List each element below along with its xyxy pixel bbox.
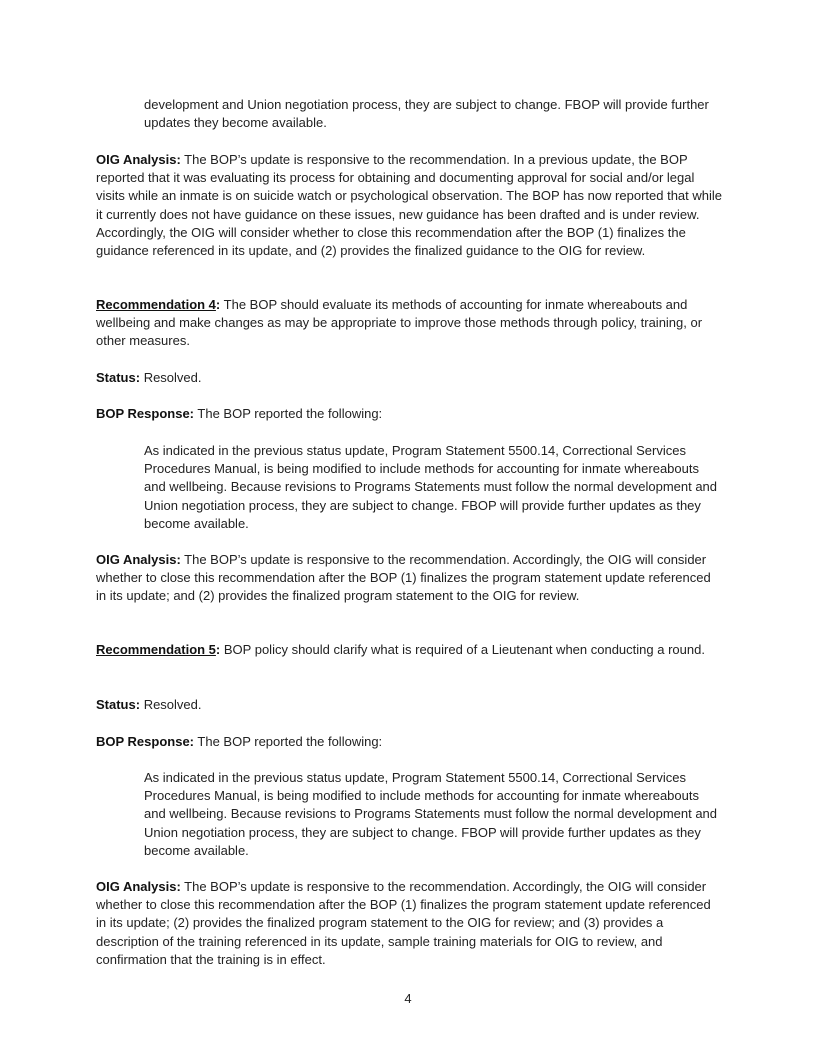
recommendation-5-colon: : <box>215 642 221 657</box>
status-5-label: Status: <box>96 697 141 712</box>
status-5-text: Resolved. <box>143 697 202 712</box>
recommendation-4-text: The BOP should evaluate its methods of accounting for inmate whereabouts and wellbeing and make changes as may be appropriate to improve those methods through policy, training, or other measures. <box>96 297 703 349</box>
recommendation-5-paragraph <box>96 641 722 659</box>
bop-response-5-quote-text: As indicated in the previous status update, Program Statement 5500.14, Correctional Services Procedures Manual, is being modified to include methods for accounting for inmate whereabouts and wellbeing. Because revisions to Programs Statements must follow the normal development and Union negotiation process, they are subject to change. FBOP will provide further updates as they become available. <box>144 770 718 858</box>
status-5-paragraph <box>96 696 722 714</box>
status-4-paragraph <box>96 369 722 387</box>
status-4-label: Status: <box>96 370 141 385</box>
oig-analysis-5-text: The BOP’s update is responsive to the recommendation. Accordingly, the OIG will consider whether to close this recommendation after the BOP (1) finalizes the program statement update referenced in its update; (2) provides the finalized program statement to the OIG for review; and (3) provides a description of the training referenced in its update, sample training materials for OIG to review, and confirmation that the training is in effect. <box>96 879 711 967</box>
page-number: 4 <box>404 991 412 1006</box>
bop-response-4-quote <box>144 442 722 533</box>
recommendation-4-label: Recommendation 4 <box>96 297 216 312</box>
recommendation-5-label: Recommendation 5 <box>96 642 216 657</box>
recommendation-4-paragraph <box>96 296 722 351</box>
oig-analysis-4-text: The BOP’s update is responsive to the recommendation. Accordingly, the OIG will consider whether to close this recommendation after the BOP (1) finalizes the program statement update referenced in its update; and (2) provides the finalized program statement to the OIG for review. <box>96 552 711 604</box>
bop-response-5-label: BOP Response: <box>96 734 195 749</box>
bop-response-5-text: The BOP reported the following: <box>197 734 383 749</box>
oig-analysis-5-label: OIG Analysis: <box>96 879 181 894</box>
intro-continued-text: development and Union negotiation process, they are subject to change. FBOP will provide further updates they become available. <box>144 97 709 131</box>
recommendation-4-colon: : <box>215 297 221 312</box>
oig-analysis-1-paragraph <box>96 151 722 260</box>
bop-response-4-text: The BOP reported the following: <box>197 406 383 421</box>
oig-analysis-4-label: OIG Analysis: <box>96 552 181 567</box>
intro-continued-paragraph <box>144 96 722 132</box>
oig-analysis-1-text: The BOP’s update is responsive to the recommendation. In a previous update, the BOP reported that it was evaluating its process for obtaining and documenting approval for social and/or legal visits while an inmate is on suicide watch or psychological observation. The BOP has now reported that while it currently does not have guidance on these issues, new guidance has been drafted and is under review. Accordingly, the OIG will consider whether to close this recommendation after the BOP (1) finalizes the guidance referenced in its update, and (2) provides the finalized guidance to the OIG for review. <box>96 152 723 259</box>
oig-analysis-4-paragraph <box>96 551 722 606</box>
bop-response-4-paragraph <box>96 405 722 423</box>
bop-response-4-label: BOP Response: <box>96 406 195 421</box>
bop-response-4-quote-text: As indicated in the previous status update, Program Statement 5500.14, Correctional Services Procedures Manual, is being modified to include methods for accounting for inmate whereabouts and wellbeing. Because revisions to Programs Statements must follow the normal development and Union negotiation process, they are subject to change. FBOP will provide further updates as they become available. <box>144 443 718 531</box>
recommendation-5-text: BOP policy should clarify what is required of a Lieutenant when conducting a round. <box>223 642 705 657</box>
oig-analysis-5-paragraph <box>96 878 722 969</box>
bop-response-5-quote <box>144 769 722 860</box>
oig-analysis-1-label: OIG Analysis: <box>96 152 181 167</box>
status-4-text: Resolved. <box>143 370 202 385</box>
bop-response-5-paragraph <box>96 733 722 751</box>
